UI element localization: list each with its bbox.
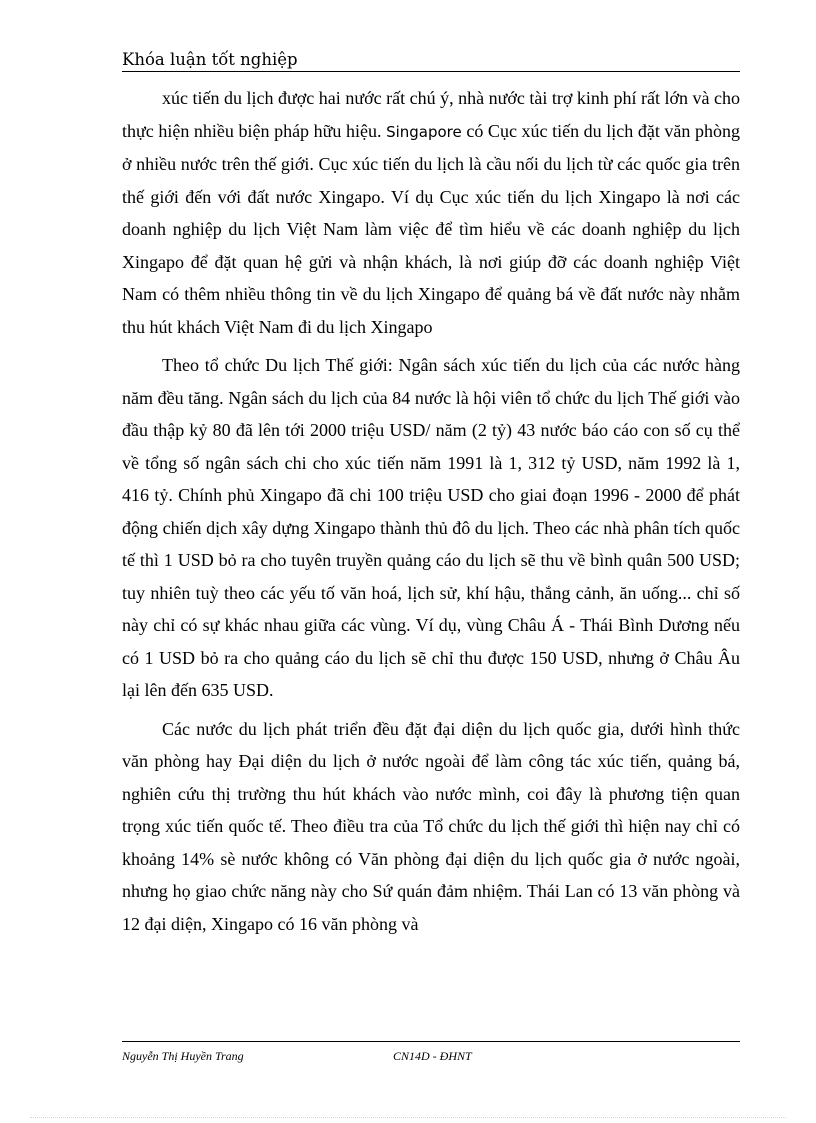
- footer-author: Nguyễn Thị Huyền Trang: [122, 1049, 244, 1063]
- page-footer: [122, 1041, 740, 1069]
- page-bottom-divider: [30, 1117, 786, 1118]
- page-header: [122, 50, 740, 72]
- paragraph-1-part-1: xúc tiến du lịch được hai nước rất chú ý, nhà nước tài trợ kinh phí rất lớn và cho thực hiện nhiều biện pháp hữu hiệu.: [122, 88, 740, 141]
- footer-class-code: CN14D - ĐHNT: [393, 1049, 472, 1063]
- paragraph-1: [122, 82, 740, 343]
- paragraph-2: Theo tổ chức Du lịch Thế giới: Ngân sách xúc tiến du lịch của các nước hàng năm đều tăng. Ngân sách du lịch của 84 nước là hội viên tổ chức du lịch Thế giới vào đầu thập kỷ 80 đã lên tới 2000 triệu USD/ năm (2 tỷ) 43 nước báo cáo con số cụ thể về tổng số ngân sách chi cho xúc tiến năm 1991 là 1, 312 tỷ USD, năm 1992 là 1, 416 tỷ. Chính phủ Xingapo đã chi 100 triệu USD cho giai đoạn 1996 - 2000 để phát động chiến dịch xây dựng Xingapo thành thủ đô du lịch. Theo các nhà phân tích quốc tế thì 1 USD bỏ ra cho tuyên truyền quảng cáo du lịch sẽ thu về bình quân 500 USD; tuy nhiên tuỳ theo các yếu tố văn hoá, lịch sử, khí hậu, thắng cảnh, ăn uống... chỉ số này chỉ có sự khác nhau giữa các vùng. Ví dụ, vùng Châu Á - Thái Bình Dương nếu có 1 USD bỏ ra cho quảng cáo du lịch sẽ chỉ thu được 150 USD, nhưng ở Châu Âu lại lên đến 635 USD.: [122, 355, 740, 700]
- singapore-word: Singapore: [386, 122, 462, 141]
- paragraph-3: Các nước du lịch phát triển đều đặt đại diện du lịch quốc gia, dưới hình thức văn phòng hay Đại diện du lịch ở nước ngoài để làm công tác xúc tiến, quảng bá, nghiên cứu thị trường thu hút khách vào nước mình, coi đây là phương tiện quan trọng xúc tiến quốc tế. Theo điều tra của Tổ chức du lịch thế giới thì hiện nay chỉ có khoảng 14% sè nước không có Văn phòng đại diện du lịch quốc gia ở nước ngoài, nhưng họ giao chức năng này cho Sứ quán đảm nhiệm. Thái Lan có 13 văn phòng và 12 đại diện, Xingapo có 16 văn phòng và: [122, 718, 740, 934]
- paragraph-1-part-2: có Cục xúc tiến du lịch đặt văn phòng ở nhiều nước trên thế giới. Cục xúc tiến du lịch là cầu nối du lịch từ các quốc gia trên thế giới đến với đất nước Xingapo. Ví dụ Cục xúc tiến du lịch Xingapo là nơi các doanh nghiệp du lịch Việt Nam làm việc để tìm hiểu về các doanh nghiệp du lịch Xingapo để đặt quan hệ gửi và nhận khách, là nơi giúp đỡ các doanh nghiệp Việt Nam có thêm nhiều thông tin về du lịch Xingapo để quảng bá về đất nước này nhằm thu hút khách Việt Nam đi du lịch Xingapo: [122, 120, 741, 337]
- header-title: Khóa luận tốt nghiệp: [122, 50, 298, 69]
- document-body: [122, 82, 740, 940]
